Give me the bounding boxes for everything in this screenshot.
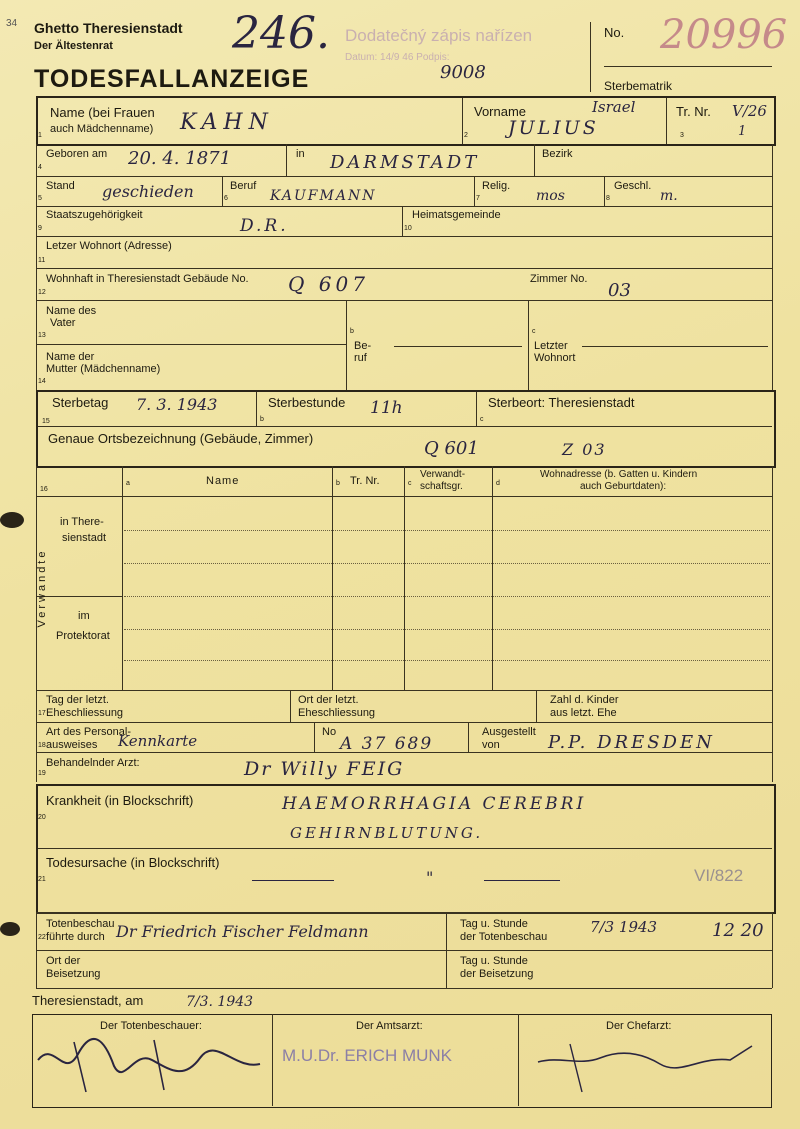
- issue-date: 7/3. 1943: [186, 994, 254, 1010]
- zimmer-label: Zimmer No.: [530, 273, 588, 285]
- relatives-wohn-header: Wohnadresse (b. Gatten u. Kindern: [540, 469, 698, 480]
- rule: [36, 988, 772, 989]
- amtsarzt-stamp: M.U.Dr. ERICH MUNK: [282, 1046, 452, 1065]
- death-room: Z 03: [562, 440, 607, 459]
- heimat-label: Heimatsgemeinde: [412, 209, 501, 221]
- divider: [332, 466, 333, 690]
- divider: [314, 722, 315, 752]
- stamp-date: Datum: 14/9 46 Podpis:: [345, 52, 450, 63]
- beruf-label: Beruf: [230, 180, 257, 192]
- chefarzt-signature-label: Der Chefarzt:: [606, 1020, 672, 1032]
- relig-label: Relig.: [482, 180, 511, 192]
- occupation: KAUFMANN: [270, 188, 377, 204]
- wohnort-label: Letzer Wohnort (Adresse): [46, 240, 172, 252]
- burial-time-label-2: der Beisetzung: [460, 968, 534, 980]
- relatives-trnr-header: Tr. Nr.: [350, 475, 380, 487]
- id-number: A 37 689: [340, 734, 434, 754]
- rule: [582, 346, 768, 347]
- geschl-label: Geschl.: [614, 180, 652, 192]
- exam-hour: 12 20: [712, 920, 764, 941]
- ortsbezeichnung-label: Genaue Ortsbezeichnung (Gebäude, Zimmer): [48, 431, 314, 446]
- divider: [474, 176, 475, 206]
- relatives-verw-header-2: schaftsgr.: [420, 481, 463, 492]
- rule: [36, 950, 772, 951]
- rule: [36, 300, 772, 301]
- examiner-label: Totenbeschau: [46, 918, 115, 930]
- dotted-row: [124, 563, 770, 564]
- id-type: Kennkarte: [118, 732, 198, 750]
- rule: [36, 176, 772, 177]
- illness-text-2: GEHIRNBLUTUNG.: [290, 824, 484, 842]
- children-label-2: aus letzt. Ehe: [550, 707, 617, 719]
- relatives-name-header: Name: [206, 475, 240, 487]
- dotted-row: [124, 660, 770, 661]
- vorname-label: Vorname: [474, 104, 527, 119]
- handwritten-count: 246.: [232, 8, 330, 59]
- surname: KAHN: [180, 110, 274, 135]
- grid-left: [36, 690, 37, 782]
- relatives-im-label: im: [78, 610, 90, 622]
- nationality: D.R.: [240, 216, 289, 236]
- no-rule: [604, 66, 772, 67]
- dotted-row: [124, 596, 770, 597]
- rule: [36, 722, 772, 723]
- org-name: Ghetto Theresienstadt: [34, 20, 183, 36]
- room-number: 03: [608, 280, 631, 301]
- id-number-label: No: [322, 726, 337, 738]
- parents-beruf-label-2: ruf: [354, 352, 367, 364]
- grid-right: [772, 912, 773, 988]
- amtsarzt-signature-label: Der Amtsarzt:: [356, 1020, 423, 1032]
- parents-wohnort-label: Letzter: [534, 340, 568, 352]
- dash-mark: [252, 880, 334, 881]
- document-page: 34 Ghetto Theresienstadt Der Ältestenrat TODESFALLANZEIGE 246. Dodatečný zápis nařízen Datum: 14/9 46 Podpis: 9008 No. 20996 Sterbematrik Name (bei Frauen auch Mädchenname) KAHN Vorname JULIUS Israel Tr. Nr. V/26 1 1 2 3 Geboren am 20. 4. 1871 in DARMSTADT Bezirk 4 Stand geschieden Beruf KAUFMANN Relig. mos Geschl. m. 5 6 7 8 Staatszugehörigkeit D.R. Heimatsgemeinde 9 10 Letzer Wohnort (Adresse) 11 Wohnhaft in Theresienstadt Gebäude No. Q 607 Zimmer No. 03 12 Name des Vater Name der Mutter (Mädchenname) Be- ruf Letzter Wohnort 13 14 b c Sterbetag 7. 3. 1943 Sterbestunde 11h Sterbeort: Theresienstadt Genaue Ortsbezeichnung (Gebäude, Zimmer) Q 601 Z 03 15 b c 16 a b c d Name Tr. Nr. Verwandt- schaftsgr. Wohnadresse (b. Gatten u. Kindern auch Geburtdaten): in There- sienstadt im Protektorat Verwandte Tag der letzt. Eheschliessung Ort der letzt. Eheschliessung Zahl d. Kinder aus letzt. Ehe 17 Art des Personal- ausweises Kennkarte No A 37 689 Ausgestellt von P.P. DRESDEN 18 Behandelnder Arzt: Dr Willy FEIG 19 Krankheit (in Blockschrift) HAEMORRHAGIA CEREBRI GEHIRNBLUTUNG. Todesursache (in Blockschrift) " VI/822 20 21 Totenbeschau führte durch Dr Friedrich Fischer Feldmann Tag u. Stunde der Totenbeschau 7/3 1943 12 20 22 Ort der Beisetzung Tag u. Stunde der Beisetzung Theresienstadt, am 7/3. 1943 Der Totenbeschauer: Der Amtsarzt: Der Chefarzt: M.U.Dr. ERICH MUNK: [0, 0, 800, 1129]
- divider: [534, 144, 535, 176]
- relatives-verw-header: Verwandt-: [420, 469, 466, 480]
- born-label: Geboren am: [46, 148, 108, 160]
- stand-label: Stand: [46, 180, 75, 192]
- marital-status: geschieden: [102, 182, 194, 201]
- document-title: TODESFALLANZEIGE: [34, 65, 310, 93]
- marriage-date-label-2: Eheschliessung: [46, 707, 124, 719]
- relatives-protektorat-label: Protektorat: [56, 630, 110, 642]
- divider: [604, 176, 605, 206]
- mutter-label: Name der: [46, 351, 95, 363]
- relatives-wohn-header-2: auch Geburtdaten):: [580, 481, 667, 492]
- rule: [36, 236, 772, 237]
- grid-right: [772, 690, 773, 782]
- rule: [394, 346, 522, 347]
- burial-place-label: Ort der: [46, 955, 81, 967]
- building-number: Q 607: [288, 272, 369, 296]
- exam-time-label-2: der Totenbeschau: [460, 931, 548, 943]
- handwritten-serial: 9008: [440, 62, 486, 83]
- header-divider: [590, 22, 591, 92]
- divider: [346, 300, 347, 390]
- rule: [36, 690, 772, 691]
- sterbematrik-label: Sterbematrik: [604, 79, 673, 93]
- dotted-row: [124, 530, 770, 531]
- issued-by: P.P. DRESDEN: [548, 732, 715, 753]
- first-name: JULIUS: [508, 117, 599, 139]
- marriage-place-label: Ort der letzt.: [298, 694, 359, 706]
- burial-place-label-2: Beisetzung: [46, 968, 101, 980]
- divider: [528, 300, 529, 390]
- relatives-there-label: in There-: [60, 516, 104, 528]
- examiner-label-2: führte durch: [46, 931, 105, 943]
- grid-left: [36, 144, 37, 390]
- death-hour: 11h: [370, 398, 403, 418]
- archive-stamp: VI/822: [694, 866, 744, 885]
- grid-right: [772, 466, 773, 690]
- death-date: 7. 3. 1943: [136, 395, 218, 414]
- divider: [256, 392, 257, 426]
- org-council: Der Ältestenrat: [34, 40, 113, 52]
- divider: [402, 206, 403, 236]
- dash-mark: [484, 880, 560, 881]
- no-label: No.: [604, 25, 625, 40]
- parents-beruf-label: Be-: [354, 340, 372, 352]
- relatives-side-label: Verwandte: [36, 548, 48, 628]
- illness-label: Krankheit (in Blockschrift): [46, 793, 194, 808]
- sterbestunde-label: Sterbestunde: [268, 395, 346, 410]
- stamp-addendum: Dodatečný zápis nařízen: [345, 26, 533, 45]
- examiner-signature-label: Der Totenbeschauer:: [100, 1020, 202, 1032]
- exam-date: 7/3 1943: [590, 918, 658, 936]
- sterbetag-label: Sterbetag: [52, 395, 109, 410]
- divider: [468, 722, 469, 752]
- rule: [36, 596, 122, 597]
- treating-doctor: Dr Willy FEIG: [244, 758, 405, 780]
- divider: [404, 466, 405, 690]
- relatives-there-label-2: sienstadt: [62, 532, 107, 544]
- vater-label: Name des: [46, 305, 97, 317]
- cause-label: Todesursache (in Blockschrift): [46, 855, 220, 870]
- first-name-extra: Israel: [592, 98, 636, 116]
- issued-by-label-2: von: [482, 739, 500, 751]
- issued-by-label: Ausgestellt: [482, 726, 536, 738]
- divider: [476, 392, 477, 426]
- name-label-2: auch Mädchenname): [50, 123, 154, 135]
- place-date-label: Theresienstadt, am: [32, 993, 144, 1008]
- divider: [122, 466, 123, 690]
- id-type-label: Art des Personal-: [46, 726, 131, 738]
- birth-date: 20. 4. 1871: [128, 148, 232, 169]
- death-building: Q 601: [424, 438, 479, 459]
- children-label: Zahl d. Kinder: [550, 694, 619, 706]
- religion: mos: [536, 188, 565, 204]
- staat-label: Staatszugehörigkeit: [46, 209, 143, 221]
- chefarzt-signature: [530, 1034, 760, 1098]
- sex: m.: [660, 188, 678, 204]
- wohnhaft-label: Wohnhaft in Theresienstadt Gebäude No.: [46, 273, 249, 285]
- bezirk-label: Bezirk: [542, 148, 573, 160]
- rule: [36, 912, 772, 914]
- divider: [272, 1014, 273, 1106]
- rule: [36, 206, 772, 207]
- divider: [666, 98, 667, 144]
- name-label: Name (bei Frauen: [50, 105, 155, 120]
- trnr-label: Tr. Nr.: [676, 104, 711, 119]
- sterbeort-label: Sterbeort: Theresienstadt: [488, 395, 635, 410]
- page-number: 34: [6, 18, 18, 29]
- rule: [36, 268, 772, 269]
- register-number: 20996: [660, 12, 788, 58]
- parents-wohnort-label-2: Wohnort: [534, 352, 576, 364]
- vater-label-2: Vater: [50, 317, 76, 329]
- dotted-row: [124, 629, 770, 630]
- in-label: in: [296, 148, 305, 160]
- illness-text: HAEMORRHAGIA CEREBRI: [282, 794, 587, 814]
- divider: [536, 690, 537, 722]
- divider: [222, 176, 223, 206]
- rule: [38, 426, 772, 427]
- marriage-date-label: Tag der letzt.: [46, 694, 109, 706]
- divider: [290, 690, 291, 722]
- divider: [518, 1014, 519, 1106]
- rule: [36, 344, 346, 345]
- transport-number: V/26: [732, 102, 767, 120]
- divider: [462, 98, 463, 144]
- ditto-mark: ": [426, 868, 434, 887]
- examiner-name: Dr Friedrich Fischer Feldmann: [116, 922, 369, 941]
- divider: [286, 144, 287, 176]
- doctor-label: Behandelnder Arzt:: [46, 757, 140, 769]
- id-type-label-2: ausweises: [46, 739, 98, 751]
- grid-right: [772, 144, 773, 390]
- mutter-label-2: Mutter (Mädchenname): [46, 363, 161, 375]
- divider: [492, 466, 493, 690]
- marriage-place-label-2: Eheschliessung: [298, 707, 376, 719]
- punch-hole: [0, 512, 24, 528]
- punch-hole: [0, 922, 20, 936]
- examiner-signature: [34, 1030, 270, 1100]
- divider: [446, 912, 447, 988]
- birth-place: DARMSTADT: [330, 152, 480, 173]
- burial-time-label: Tag u. Stunde: [460, 955, 528, 967]
- exam-time-label: Tag u. Stunde: [460, 918, 528, 930]
- rule: [38, 848, 772, 849]
- transport-number-2: 1: [738, 124, 747, 139]
- person-box: [36, 96, 776, 146]
